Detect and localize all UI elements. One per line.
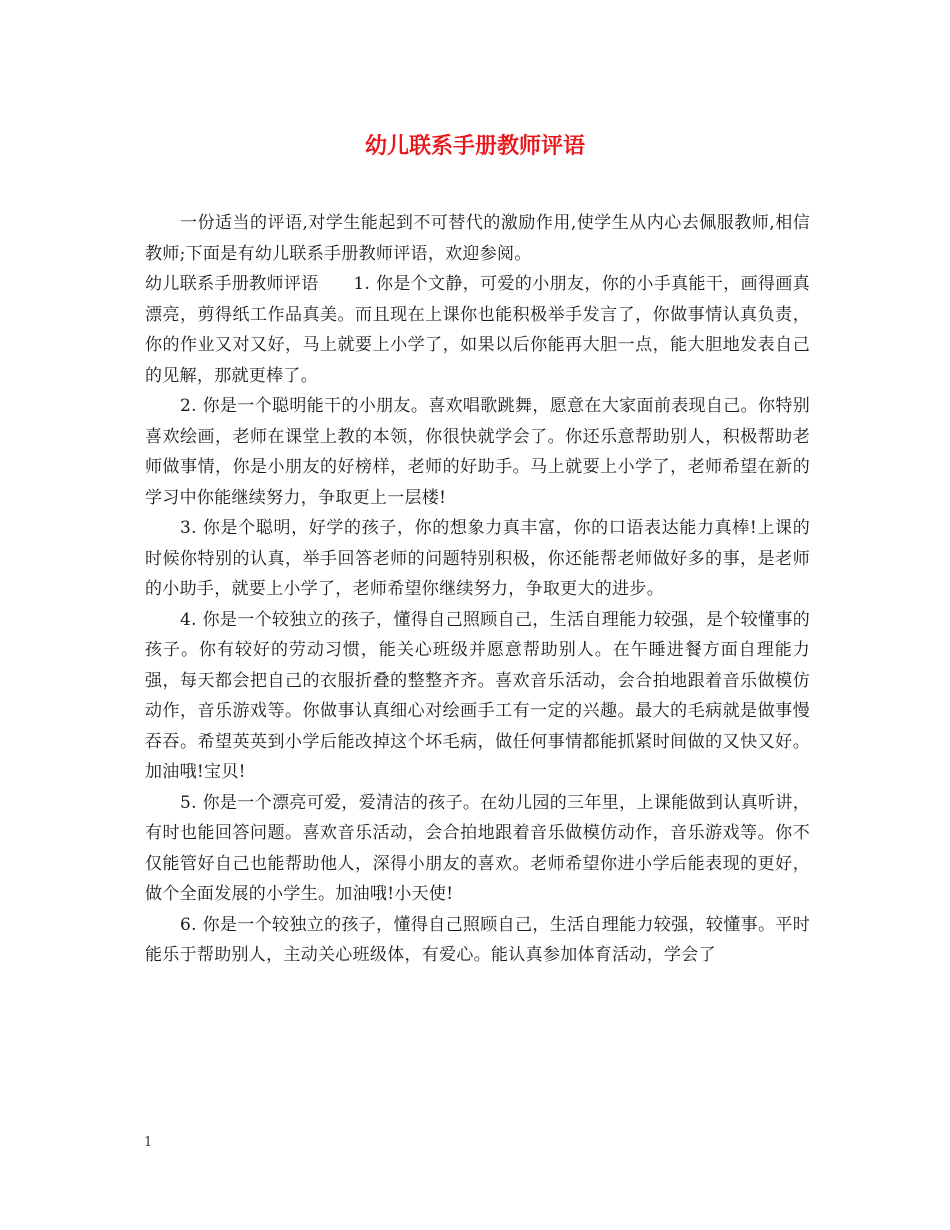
comment-paragraph-3: 3. 你是个聪明，好学的孩子，你的想象力真丰富，你的口语表达能力真棒!上课的时候你特别的认真，举手回答老师的问题特别积极，你还能帮老师做好多的事，是老师的小助手，就要上小学了，老师希望你继续努力，争取更大的进步。 [145,518,810,599]
document-body [145,208,810,971]
comment-paragraph-6: 6. 你是一个较独立的孩子，懂得自己照顾自己，生活自理能力较强，较懂事。平时能乐于帮助别人，主动关心班级体，有爱心。能认真参加体育活动，学会了 [145,914,810,965]
comment-paragraph-1: 幼儿联系手册教师评语 1. 你是个文静，可爱的小朋友，你的小手真能干，画得画真漂亮，剪得纸工作品真美。而且现在上课你也能积极举手发言了，你做事情认真负责，你的作业又对又好，马上就要上小学了，如果以后你能再大胆一点，能大胆地发表自己的见解，那就更棒了。 [145,274,810,386]
comment-paragraph-4: 4. 你是一个较独立的孩子，懂得自己照顾自己，生活自理能力较强，是个较懂事的孩子。你有较好的劳动习惯，能关心班级并愿意帮助别人。在午睡进餐方面自理能力强，每天都会把自己的衣服折叠的整整齐齐。喜欢音乐活动，会合拍地跟着音乐做模仿动作，音乐游戏等。你做事认真细心对绘画手工有一定的兴趣。最大的毛病就是做事慢吞吞。希望英英到小学后能改掉这个坏毛病，做任何事情都能抓紧时间做的又快又好。加油哦!宝贝! [145,609,810,782]
comment-paragraph-5: 5. 你是一个漂亮可爱，爱清洁的孩子。在幼儿园的三年里，上课能做到认真听讲，有时也能回答问题。喜欢音乐活动，会合拍地跟着音乐做模仿动作，音乐游戏等。你不仅能管好自己也能帮助他人，深得小朋友的喜欢。老师希望你进小学后能表现的更好，做个全面发展的小学生。加油哦!小天使! [145,792,810,904]
page-number: 1 [144,1135,153,1150]
comment-paragraph-2: 2. 你是一个聪明能干的小朋友。喜欢唱歌跳舞，愿意在大家面前表现自己。你特别喜欢绘画，老师在课堂上教的本领，你很快就学会了。你还乐意帮助别人，积极帮助老师做事情，你是小朋友的好榜样，老师的好助手。马上就要上小学了，老师希望在新的学习中你能继续努力，争取更上一层楼! [145,396,810,508]
document-title: 幼儿联系手册教师评语 [364,134,585,159]
intro-paragraph: 一份适当的评语,对学生能起到不可替代的激励作用,使学生从内心去佩服教师,相信教师;下面是有幼儿联系手册教师评语，欢迎参阅。 [145,213,810,264]
